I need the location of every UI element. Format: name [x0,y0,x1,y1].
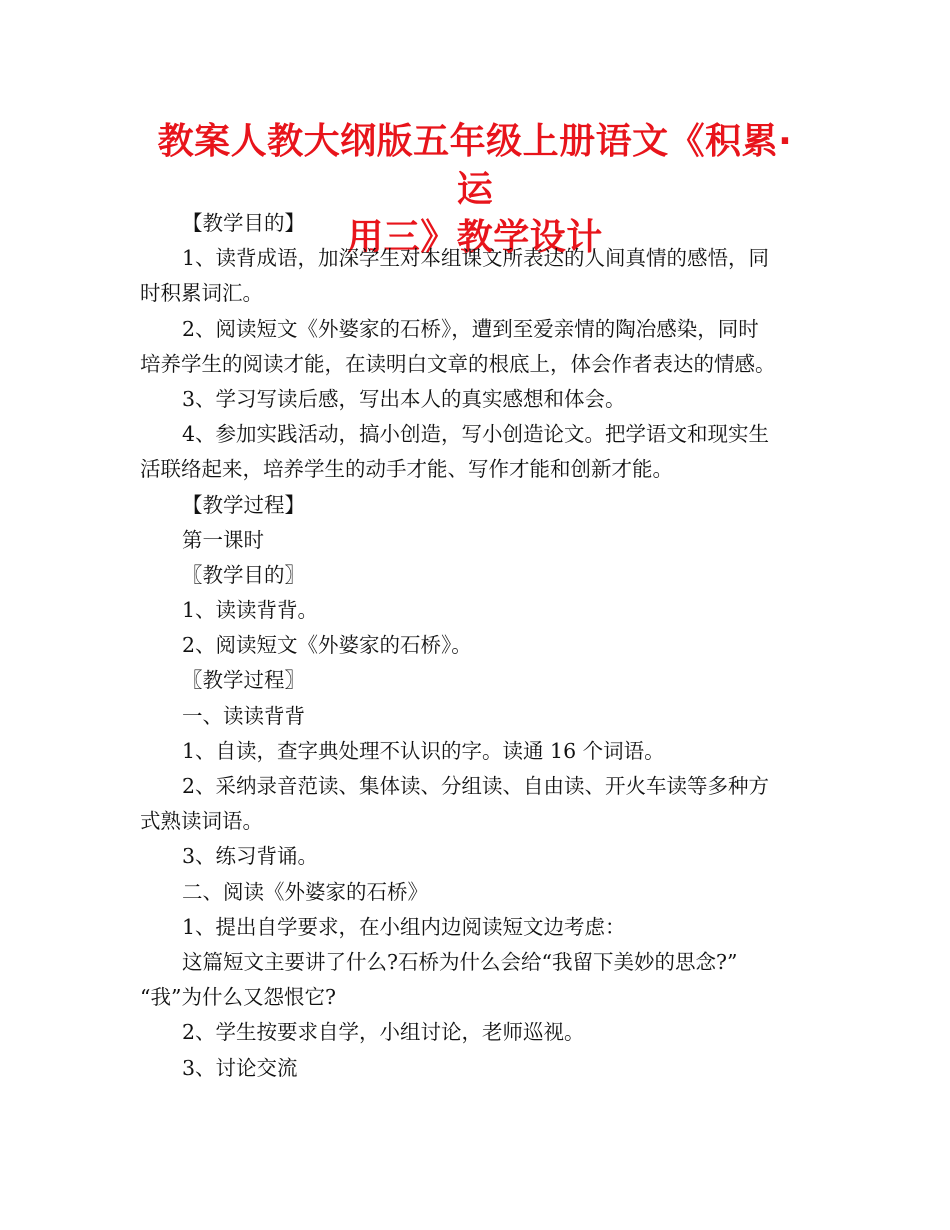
text-line: 3、学习写读后感，写出本人的真实感想和体会。 [182,386,626,411]
text-line: 二、阅读《外婆家的石桥》 [182,879,428,904]
text-line: 1、读读背背。 [182,598,319,623]
text-line: 活联络起来，培养学生的动手才能、写作才能和创新才能。 [140,457,673,482]
text-line: 1、提出自学要求，在小组内边阅读短文边考虑： [182,914,626,939]
text-line: 1、读背成语，加深学生对本组课文所表达的人间真情的感悟，同 [182,246,770,271]
title-line-1: 教案人教大纲版五年级上册语文《积累·运 [157,121,793,210]
text-line: 3、讨论交流 [182,1055,298,1080]
text-line: 〖教学过程〗 [182,668,305,693]
text-line: 这篇短文主要讲了什么?石桥为什么会给“我留下美妙的思念?” [182,949,738,974]
text-line: 〖教学目的〗 [182,562,305,587]
text-line: “我”为什么又怨恨它? [140,985,336,1010]
text-line: 4、参加实践活动，搞小创造，写小创造论文。把学语文和现实生 [182,422,770,447]
text-line: 2、阅读短文《外婆家的石桥》，遭到至爱亲情的陶冶感染，同时 [182,316,759,341]
text-line: 一、读读背背 [182,703,305,728]
text-line: 第一课时 [182,527,264,552]
text-line: 3、练习背诵。 [182,844,319,869]
text-line: 2、学生按要求自学，小组讨论，老师巡视。 [182,1020,585,1045]
text-line: 时积累词汇。 [140,281,263,306]
text-line: 【教学过程】 [182,492,305,517]
text-line: 1、自读，查字典处理不认识的字。读通 16 个词语。 [182,738,665,763]
document-body [140,206,812,1086]
text-line: 【教学目的】 [182,211,305,235]
title-line-2: 用三》教学设计 [347,217,603,258]
text-line: 式熟读词语。 [140,809,263,834]
text-line: 2、阅读短文《外婆家的石桥》。 [182,633,472,658]
text-line: 2、采纳录音范读、集体读、分组读、自由读、开火车读等多种方 [182,774,770,798]
text-line: 培养学生的阅读才能，在读明白文章的根底上，体会作者表达的情感。 [140,351,776,376]
